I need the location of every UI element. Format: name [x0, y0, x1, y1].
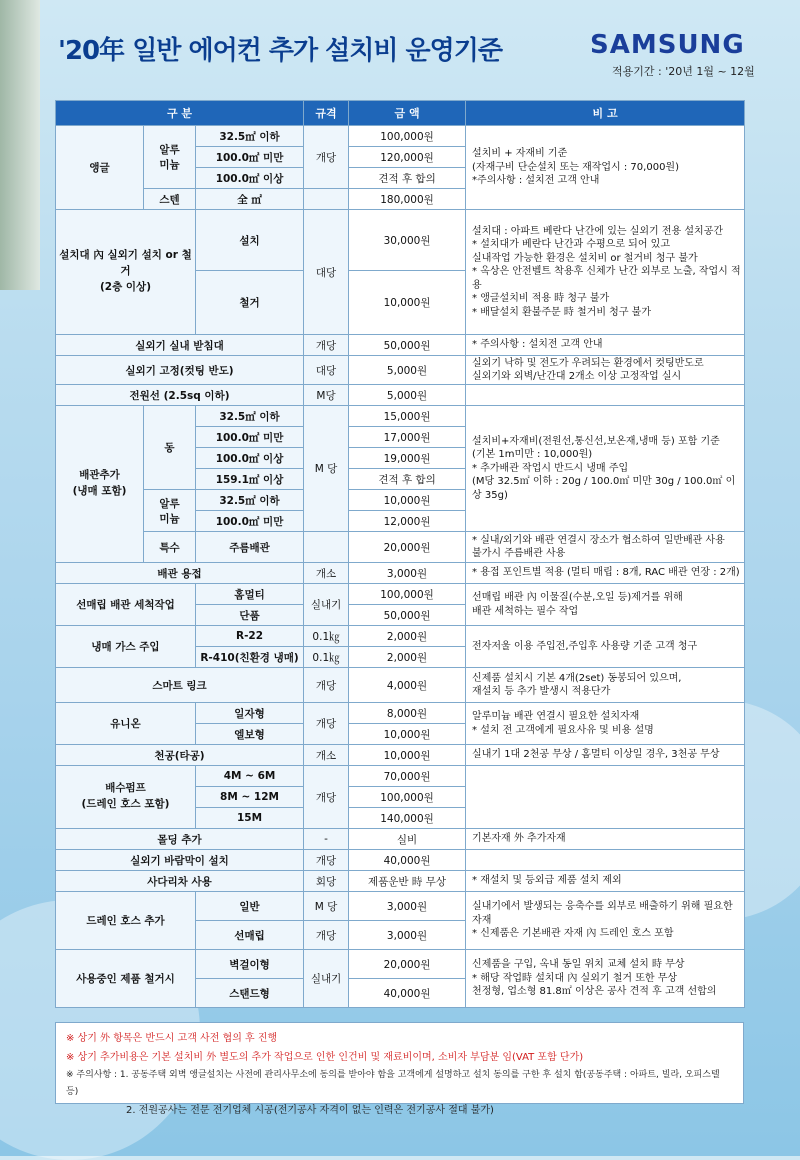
- table-row: [56, 892, 745, 921]
- note-line: 2. 전원공사는 전문 전기업체 시공(전기공사 자격이 없는 인력은 전기공사 절대 불가): [126, 1105, 494, 1117]
- drain-spec: M 당: [304, 892, 349, 921]
- clean-remark: 선매립 배관 內 이물질(수분,오일 등)제거를 위해 배관 세척하는 필수 작업: [466, 584, 745, 626]
- rack-label: 설치대 內 실외기 설치 or 철거 (2층 이상): [56, 210, 196, 335]
- pipe-size: 100.0㎡ 미만: [196, 511, 304, 532]
- note-line: ※ 상기 추가비용은 기본 설치비 外 별도의 추가 작업으로 인한 인건비 및 재료비이며, 소비자 부담분 임(VAT 포함 단가): [66, 1052, 584, 1063]
- fee-table: [55, 100, 745, 1008]
- pump-item: 15M: [196, 808, 304, 829]
- pipe-label: 배관추가 (냉매 포함): [56, 406, 144, 563]
- table-row: [56, 745, 745, 766]
- drain-amount: 3,000원: [349, 921, 466, 950]
- angle-amount: 견적 후 합의: [349, 168, 466, 189]
- union-item: 일자형: [196, 703, 304, 724]
- rack-item: 설치: [196, 210, 304, 271]
- pipe-special-remark: * 실내/외기와 배관 연결시 장소가 협소하여 일반배관 사용 불가시 주름배관 사용: [466, 532, 745, 563]
- header-amount: 금 액: [349, 101, 466, 126]
- angle-label: 앵글: [56, 126, 144, 210]
- header-remark: 비 고: [466, 101, 745, 126]
- row-label: 실외기 바람막이 설치: [56, 850, 304, 871]
- smart-spec: 개당: [304, 668, 349, 703]
- drain-spec: 개당: [304, 921, 349, 950]
- notes-box: [55, 1022, 744, 1117]
- drain-amount: 3,000원: [349, 892, 466, 921]
- angle-size: 100.0㎡ 미만: [196, 147, 304, 168]
- gas-label: 냉매 가스 주입: [56, 626, 196, 668]
- table-row: [56, 668, 745, 703]
- pipe-amount: 10,000원: [349, 490, 466, 511]
- drain-item: 일반: [196, 892, 304, 921]
- rack-amount: 10,000원: [349, 271, 466, 335]
- union-amount: 10,000원: [349, 724, 466, 745]
- pipe-alu-label: 알루 미늄: [144, 490, 196, 532]
- gas-spec: 0.1㎏: [304, 626, 349, 647]
- clean-item: 홈멀티: [196, 584, 304, 605]
- pipe-spec: M 당: [304, 406, 349, 532]
- application-period: 적용기간 : '20년 1월 ~ 12월: [612, 65, 755, 78]
- table-row: [56, 385, 745, 406]
- note-line: ※ 상기 外 항목은 반드시 고객 사전 협의 후 진행: [66, 1033, 278, 1044]
- row-spec: 회당: [304, 871, 349, 892]
- weld-amount: 3,000원: [349, 563, 466, 584]
- pipe-spec-empty: [304, 532, 349, 563]
- rack-amount: 30,000원: [349, 210, 466, 271]
- angle-size: 全 ㎡: [196, 189, 304, 210]
- samsung-logo: SAMSUNG: [590, 30, 745, 60]
- row-spec: -: [304, 829, 349, 850]
- row-remark: [466, 385, 745, 406]
- pump-remark-empty: [466, 766, 745, 829]
- weld-remark: * 용접 포인트별 적용 (멀티 매립 : 8개, RAC 배관 연장 : 2개): [466, 563, 745, 584]
- smart-label: 스마트 링크: [56, 668, 304, 703]
- background-window: [0, 0, 40, 290]
- weld-spec: 개소: [304, 563, 349, 584]
- smart-amount: 4,000원: [349, 668, 466, 703]
- row-remark: 실외기 낙하 및 전도가 우려되는 환경에서 컷팅반도로 실외기와 외벽/난간대 2개소 이상 고정작업 실시: [466, 356, 745, 385]
- drain-item: 선매립: [196, 921, 304, 950]
- remove-label: 사용중인 제품 철거시: [56, 950, 196, 1008]
- row-amount: 50,000원: [349, 335, 466, 356]
- pump-amount: 70,000원: [349, 766, 466, 787]
- rack-spec: 대당: [304, 210, 349, 335]
- remove-spec: 실내기: [304, 950, 349, 1008]
- page-title: '20年 일반 에어컨 추가 설치비 운영기준: [58, 36, 503, 66]
- remove-amount: 40,000원: [349, 979, 466, 1008]
- clean-label: 선매립 배관 세척작업: [56, 584, 196, 626]
- table-row: [56, 563, 745, 584]
- clean-item: 단품: [196, 605, 304, 626]
- row-label: 실외기 실내 받침대: [56, 335, 304, 356]
- row-label: 몰딩 추가: [56, 829, 304, 850]
- clean-spec: 실내기: [304, 584, 349, 626]
- row-spec: M당: [304, 385, 349, 406]
- row-remark: * 재설치 및 등외급 제품 설치 제외: [466, 871, 745, 892]
- table-row: [56, 126, 745, 147]
- pipe-amount: 견적 후 합의: [349, 469, 466, 490]
- row-label: 전원선 (2.5sq 이하): [56, 385, 304, 406]
- remove-remark: 신제품을 구입, 옥내 동일 위치 교체 설치 時 무상 * 해당 작업時 설치대 內 실외기 철거 또한 무상 천정형, 업소형 81.8㎡ 이상은 공사 견적 후 고객 선합의: [466, 950, 745, 1008]
- rack-item: 철거: [196, 271, 304, 335]
- table-row: [56, 532, 745, 563]
- clean-amount: 100,000원: [349, 584, 466, 605]
- table-row: [56, 356, 745, 385]
- drain-label: 드레인 호스 추가: [56, 892, 196, 950]
- pump-amount: 140,000원: [349, 808, 466, 829]
- drill-amount: 10,000원: [349, 745, 466, 766]
- rack-remark: 설치대 : 아파트 베란다 난간에 있는 실외기 전용 설치공간 * 설치대가 베란다 난간과 수평으로 되어 있고 실내작업 가능한 환경은 설치비 or 철거비 청구 불가 * 옥상은 안전벨트 착용후 신체가 난간 외부로 노출, 작업시 적용 * 앵글설치비 적용 時 청구 불가 * 배달설치 환불주문 時 철거비 청구 불가: [466, 210, 745, 335]
- row-label: 사다리차 사용: [56, 871, 304, 892]
- row-remark: [466, 850, 745, 871]
- pipe-size: 32.5㎡ 이하: [196, 406, 304, 427]
- row-spec: 개당: [304, 850, 349, 871]
- union-remark: 알루미늄 배관 연결시 필요한 설치자재 * 설치 전 고객에게 필요사유 및 비용 설명: [466, 703, 745, 745]
- row-amount: 5,000원: [349, 385, 466, 406]
- angle-sten-label: 스텐: [144, 189, 196, 210]
- remove-item: 벽걸이형: [196, 950, 304, 979]
- row-remark: * 주의사항 : 설치전 고객 안내: [466, 335, 745, 356]
- pipe-remark: 설치비+자재비(전원선,통신선,보온재,냉매 등) 포함 기준 (기본 1m미만 : 10,000원) * 추가배관 작업시 반드시 냉매 주입 (M당 32.5㎡ 이하 : 20g / 100.0㎡ 미만 30g / 100.0㎡ 이상 35g): [466, 406, 745, 532]
- row-remark: 기본자재 外 추가자재: [466, 829, 745, 850]
- row-amount: 40,000원: [349, 850, 466, 871]
- pipe-special-label: 특수: [144, 532, 196, 563]
- angle-amount: 100,000원: [349, 126, 466, 147]
- remove-item: 스탠드형: [196, 979, 304, 1008]
- drill-spec: 개소: [304, 745, 349, 766]
- row-amount: 제품운반 時 무상: [349, 871, 466, 892]
- pipe-amount: 19,000원: [349, 448, 466, 469]
- table-row: [56, 850, 745, 871]
- pipe-amount: 20,000원: [349, 532, 466, 563]
- angle-amount: 120,000원: [349, 147, 466, 168]
- pump-item: 8M ~ 12M: [196, 787, 304, 808]
- angle-amount: 180,000원: [349, 189, 466, 210]
- gas-item: R-22: [196, 626, 304, 647]
- smart-remark: 신제품 설치시 기본 4개(2set) 동봉되어 있으며, 재설치 등 추가 발생시 적용단가: [466, 668, 745, 703]
- drain-remark: 실내기에서 발생되는 응축수를 외부로 배출하기 위해 필요한 자재 * 신제품은 기본배관 자재 內 드레인 호스 포함: [466, 892, 745, 950]
- table-row: [56, 829, 745, 850]
- union-amount: 8,000원: [349, 703, 466, 724]
- drill-remark: 실내기 1대 2천공 무상 / 홈멀티 이상일 경우, 3천공 무상: [466, 745, 745, 766]
- pump-amount: 100,000원: [349, 787, 466, 808]
- pipe-size: 32.5㎡ 이하: [196, 490, 304, 511]
- pump-item: 4M ~ 6M: [196, 766, 304, 787]
- angle-alu-label: 알루 미늄: [144, 126, 196, 189]
- drill-label: 천공(타공): [56, 745, 304, 766]
- pipe-size: 159.1㎡ 이상: [196, 469, 304, 490]
- remove-amount: 20,000원: [349, 950, 466, 979]
- pipe-size: 100.0㎡ 이상: [196, 448, 304, 469]
- table-row: [56, 406, 745, 427]
- angle-size: 32.5㎡ 이하: [196, 126, 304, 147]
- header-category: 구 분: [56, 101, 304, 126]
- gas-spec: 0.1㎏: [304, 647, 349, 668]
- pump-label: 배수펌프 (드레인 호스 포함): [56, 766, 196, 829]
- table-row: [56, 703, 745, 724]
- table-row: [56, 766, 745, 787]
- row-spec: 개당: [304, 335, 349, 356]
- note-line: ※ 주의사항 : 1. 공동주택 외벽 앵글설치는 사전에 관리사무소에 동의를 받아야 함을 고객에게 설명하고 설치 동의를 구한 후 설치 함(공동주택 : 아파트, 빌라, 오피스텔 등): [66, 1070, 720, 1098]
- gas-amount: 2,000원: [349, 626, 466, 647]
- row-label: 실외기 고정(컷팅 반도): [56, 356, 304, 385]
- pipe-amount: 12,000원: [349, 511, 466, 532]
- gas-amount: 2,000원: [349, 647, 466, 668]
- pipe-size: 주름배관: [196, 532, 304, 563]
- row-amount: 실비: [349, 829, 466, 850]
- row-spec: 대당: [304, 356, 349, 385]
- table-row: [56, 626, 745, 647]
- gas-remark: 전자저울 이용 주입전,주입후 사용량 기준 고객 청구: [466, 626, 745, 668]
- table-row: [56, 584, 745, 605]
- union-spec: 개당: [304, 703, 349, 745]
- weld-label: 배관 용접: [56, 563, 304, 584]
- angle-remark: 설치비 + 자재비 기준 (자재구비 단순설치 또는 재작업시 : 70,000원) *주의사항 : 설치전 고객 안내: [466, 126, 745, 210]
- angle-spec-empty: [304, 189, 349, 210]
- union-item: 엘보형: [196, 724, 304, 745]
- header-spec: 규격: [304, 101, 349, 126]
- table-row: [56, 950, 745, 979]
- angle-size: 100.0㎡ 이상: [196, 168, 304, 189]
- table-row: [56, 871, 745, 892]
- row-amount: 5,000원: [349, 356, 466, 385]
- table-header-row: [56, 101, 745, 126]
- table-row: [56, 210, 745, 271]
- pipe-amount: 15,000원: [349, 406, 466, 427]
- pipe-amount: 17,000원: [349, 427, 466, 448]
- clean-amount: 50,000원: [349, 605, 466, 626]
- pipe-size: 100.0㎡ 미만: [196, 427, 304, 448]
- pipe-copper-label: 동: [144, 406, 196, 490]
- union-label: 유니온: [56, 703, 196, 745]
- angle-spec: 개당: [304, 126, 349, 189]
- gas-item: R-410(친환경 냉매): [196, 647, 304, 668]
- table-row: [56, 335, 745, 356]
- pump-spec: 개당: [304, 766, 349, 829]
